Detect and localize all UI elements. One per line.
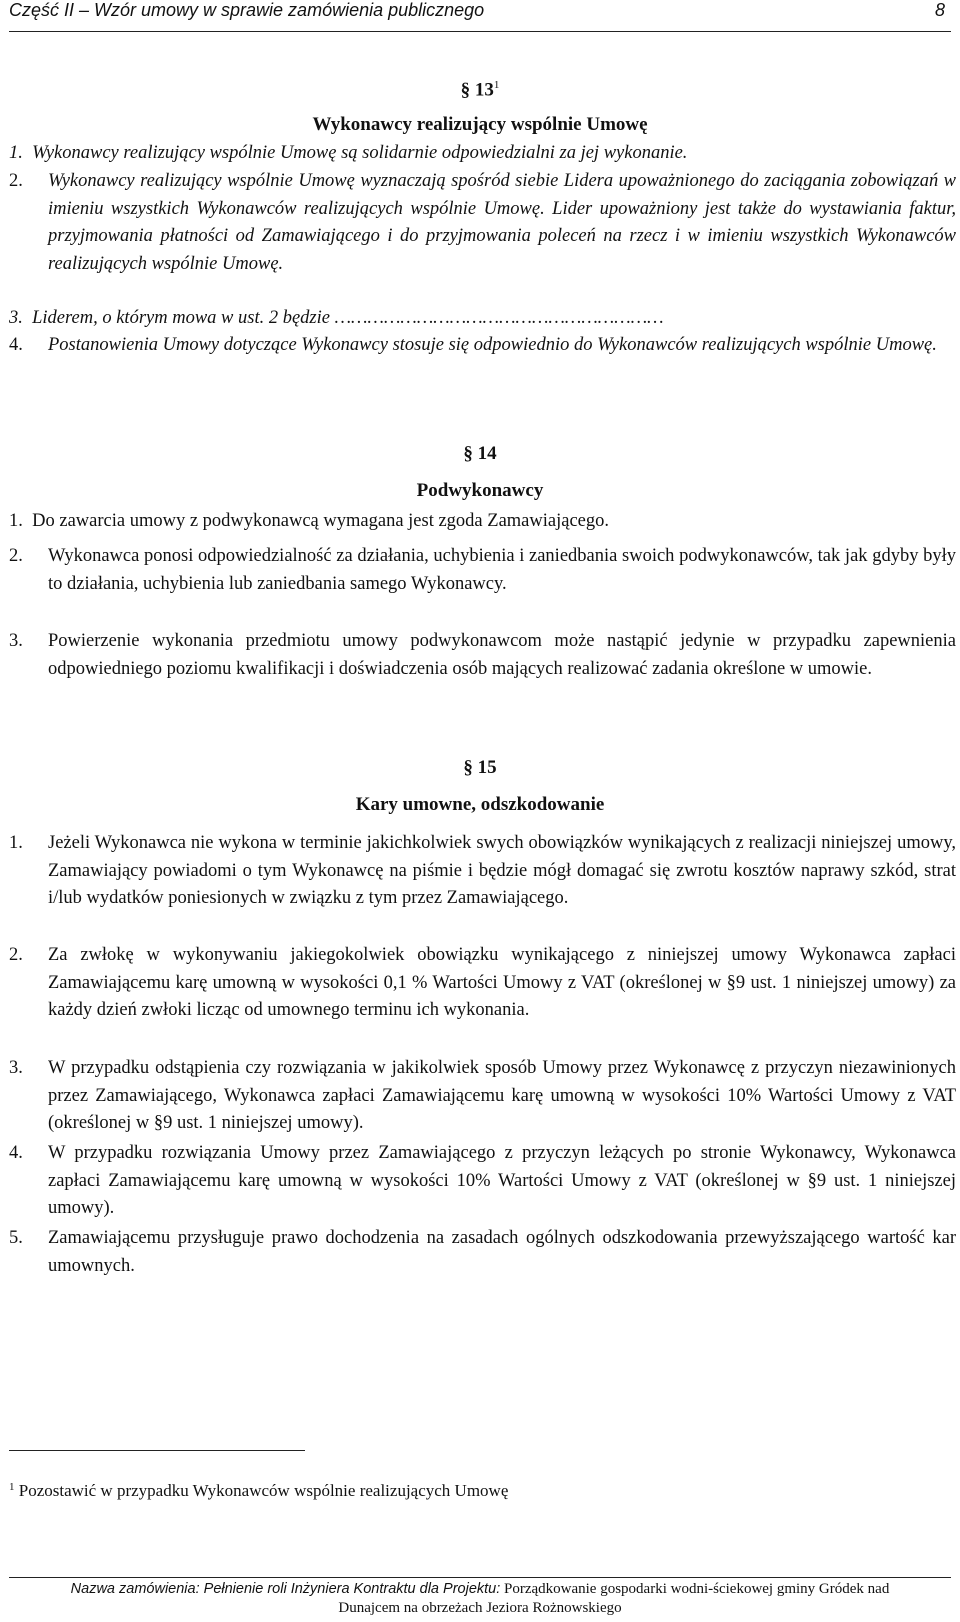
item-number: 5. bbox=[9, 1228, 23, 1248]
item-text: Za zwłokę w wykonywaniu jakiegokolwiek obowiązku wynikającego z niniejszej umowy Wykonawca zapłaci Zamawiającemu karę umowną w wysokości 0,1 % Wartości Umowy z VAT (określonej w §9 ust. 1 niniejszej umowy) za każdy dzień zwłoki licząc od umownego terminu ich wykonania. bbox=[48, 945, 956, 1020]
s15-item-5 bbox=[9, 1225, 956, 1280]
item-number: 4. bbox=[9, 335, 23, 355]
page-header bbox=[9, 0, 951, 32]
footer-line-2: Dunajcem na obrzeżach Jeziora Rożnowskiego bbox=[338, 1600, 622, 1616]
item-number: 1. bbox=[9, 511, 23, 531]
section-15-heading: Kary umowne, odszkodowanie bbox=[355, 794, 605, 815]
s14-item-2 bbox=[9, 543, 956, 598]
item-text: Wykonawcy realizujący wspólnie Umowę wyznaczają spośród siebie Lidera upoważnionego do zaciągania zobowiązań w imieniu wszystkich Wykonawców realizujących wspólnie Umowę. Lider upoważniony jest także do wystawiania faktur, przyjmowania płatności od Zamawiającego i do przyjmowania poleceń na rzecz i w imieniu wszystkich Wykonawców realizujących wspólnie Umowę. bbox=[48, 171, 956, 274]
section-number: 14 bbox=[477, 443, 497, 464]
item-text: Zamawiającemu przysługuje prawo dochodzenia na zasadach ogólnych odszkodowania przewyższającego wartość kar umownych. bbox=[48, 1228, 956, 1276]
item-number: 3. bbox=[9, 631, 23, 651]
section-15-number bbox=[0, 755, 960, 781]
section-14-heading: Podwykonawcy bbox=[416, 480, 544, 501]
section-13-number bbox=[0, 72, 960, 103]
page-number: 8 bbox=[934, 0, 945, 20]
page-footer bbox=[9, 1580, 951, 1618]
item-number: 4. bbox=[9, 1143, 23, 1163]
s13-item-3 bbox=[9, 305, 664, 332]
footer-separator bbox=[9, 1577, 951, 1578]
item-text: Jeżeli Wykonawca nie wykona w terminie jakichkolwiek swych obowiązków wynikających z realizacji niniejszej umowy, Zamawiający powiadomi o tym Wykonawcę na piśmie i będzie mógł domagać się zwrotu kosztów naprawy szkód, strat i/lub wydatków poniesionych w związku z tym przez Zamawiającego. bbox=[48, 833, 956, 908]
section-13-heading: Wykonawcy realizujący wspólnie Umowę bbox=[312, 114, 648, 135]
s13-item-1 bbox=[9, 140, 687, 167]
s15-item-3 bbox=[9, 1055, 956, 1138]
item-text: W przypadku odstąpienia czy rozwiązania w jakikolwiek sposób Umowy przez Wykonawcę z przyczyn niezawinionych przez Zamawiającego, Wykonawca zapłaci Zamawiającemu karę umowną w wysokości 10% Wartości Umowy z VAT (określonej w §9 ust. 1 niniejszej umowy). bbox=[48, 1058, 956, 1133]
section-symbol: § bbox=[460, 79, 471, 101]
s15-item-4 bbox=[9, 1140, 956, 1223]
item-text: W przypadku rozwiązania Umowy przez Zamawiającego z przyczyn leżących po stronie Wykonawcy, Wykonawca zapłaci Zamawiającemu karę umowną w wysokości 10% Wartości Umowy z VAT (określonej w §9 ust. 1 niniejszej umowy). bbox=[48, 1143, 956, 1218]
s15-item-2 bbox=[9, 942, 956, 1025]
s14-item-3 bbox=[9, 628, 956, 683]
s13-item-2 bbox=[9, 168, 956, 278]
item-text: Do zawarcia umowy z podwykonawcą wymagana jest zgoda Zamawiającego. bbox=[32, 511, 609, 531]
item-text: Wykonawca ponosi odpowiedzialność za działania, uchybienia i zaniedbania swoich podwykonawców, tak jak gdyby były to działania, uchybienia lub zaniedbania samego Wykonawcy. bbox=[48, 546, 956, 594]
section-number: 13 bbox=[474, 79, 494, 101]
item-text: Postanowienia Umowy dotyczące Wykonawcy stosuje się odpowiednio do Wykonawców realizujących wspólnie Umowę. bbox=[48, 335, 937, 355]
footer-label: Nazwa zamówienia: Pełnienie roli Inżyniera Kontraktu dla Projektu: bbox=[70, 1581, 501, 1597]
item-number: 2. bbox=[9, 171, 23, 191]
s13-item-4 bbox=[9, 332, 956, 360]
item-text: Wykonawcy realizujący wspólnie Umowę są solidarnie odpowiedzialni za jej wykonanie. bbox=[32, 143, 688, 163]
item-number: 3. bbox=[9, 1058, 23, 1078]
item-number: 3. bbox=[9, 308, 23, 328]
footnote bbox=[9, 1476, 508, 1502]
section-symbol: § bbox=[463, 443, 473, 464]
section-symbol: § bbox=[463, 757, 473, 778]
item-text: Liderem, o którym mowa w ust. 2 będzie …………………………………………………… bbox=[32, 308, 664, 328]
footer-line-1: Porządkowanie gospodarki wodni-ściekowej gminy Gródek nad bbox=[504, 1581, 890, 1597]
item-number: 2. bbox=[9, 546, 23, 566]
footnote-ref: 1 bbox=[493, 79, 500, 91]
item-number: 2. bbox=[9, 945, 23, 965]
footnote-text: Pozostawić w przypadku Wykonawców wspólnie realizujących Umowę bbox=[18, 1481, 509, 1500]
s14-item-1 bbox=[9, 508, 609, 535]
item-text: Powierzenie wykonania przedmiotu umowy podwykonawcom może nastąpić jedynie w przypadku zapewnienia odpowiedniego poziomu kwalifikacji i doświadczenia osób mających realizować zadania określone w umowie. bbox=[48, 631, 956, 679]
item-number: 1. bbox=[9, 833, 23, 853]
section-14-number bbox=[0, 441, 960, 467]
footnote-marker: 1 bbox=[9, 1481, 15, 1493]
item-number: 1. bbox=[9, 143, 23, 163]
header-title: Część II – Wzór umowy w sprawie zamówienia publicznego bbox=[9, 0, 485, 20]
footnote-separator bbox=[9, 1450, 305, 1451]
s15-item-1 bbox=[9, 830, 956, 913]
section-number: 15 bbox=[477, 757, 497, 778]
